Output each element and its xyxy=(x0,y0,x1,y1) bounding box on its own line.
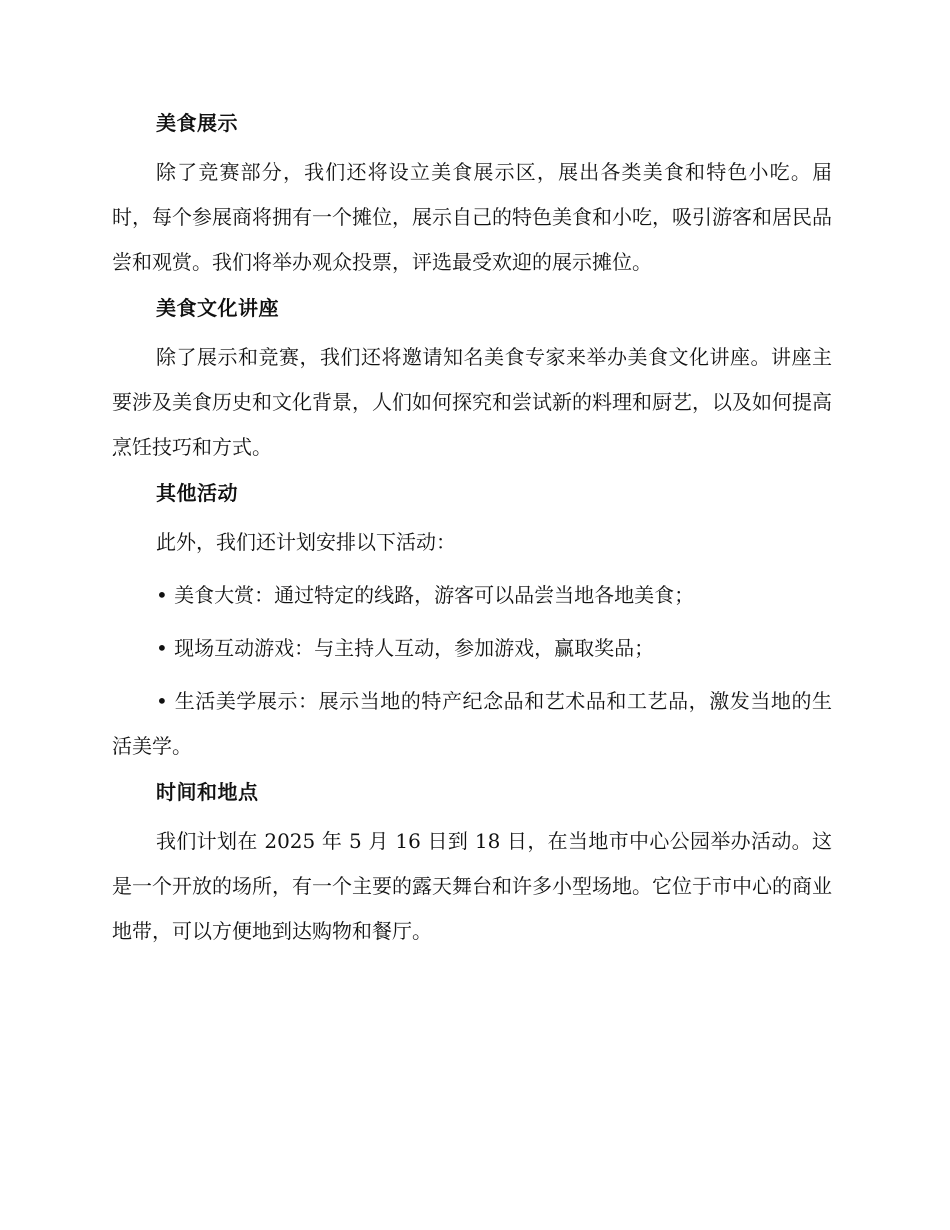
bullet-item: • 美食大赏：通过特定的线路，游客可以品尝当地各地美食； xyxy=(156,583,695,607)
bullet-item: • 现场互动游戏：与主持人互动，参加游戏，赢取奖品； xyxy=(156,636,655,660)
paragraph: 除了竞赛部分，我们还将设立美食展示区，展出各类美食和特色小吃。届时，每个参展商将拥有一个摊位，展示自己的特色美食和小吃，吸引游客和居民品尝和观赏。我们将举办观众投票，评选最受欢迎的展示摊位。 xyxy=(112,160,832,274)
section-heading: 其他活动 xyxy=(156,481,238,505)
section-food-display xyxy=(112,108,832,285)
paragraph: 除了展示和竞赛，我们还将邀请知名美食专家来举办美食文化讲座。讲座主要涉及美食历史和文化背景，人们如何探究和尝试新的料理和厨艺，以及如何提高烹饪技巧和方式。 xyxy=(112,345,832,459)
section-other-activities xyxy=(112,478,832,769)
section-heading: 时间和地点 xyxy=(156,780,259,804)
bullet-item: • 生活美学展示：展示当地的特产纪念品和艺术品和工艺品，激发当地的生活美学。 xyxy=(112,689,832,758)
paragraph: 此外，我们还计划安排以下活动： xyxy=(156,530,456,554)
section-food-culture-lecture xyxy=(112,293,832,470)
section-heading: 美食文化讲座 xyxy=(156,296,279,320)
document-body xyxy=(112,108,832,962)
paragraph: 我们计划在 2025 年 5 月 16 日到 18 日，在当地市中心公园举办活动。这是一个开放的场所，有一个主要的露天舞台和许多小型场地。它位于市中心的商业地带，可以方便地到达购物和餐厅。 xyxy=(112,829,832,943)
section-time-and-place xyxy=(112,777,832,954)
section-heading: 美食展示 xyxy=(156,111,238,135)
